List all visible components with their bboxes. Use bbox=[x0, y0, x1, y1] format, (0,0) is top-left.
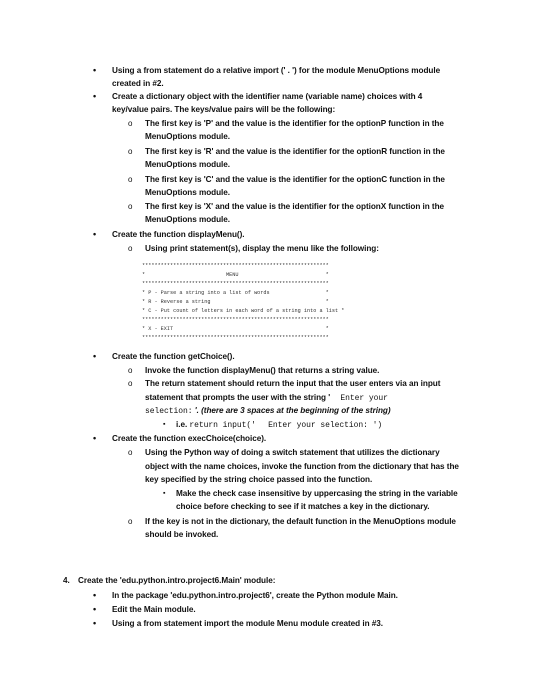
text-line: created in #2. bbox=[112, 79, 164, 88]
text-line bbox=[145, 405, 391, 417]
code-span: return input(' bbox=[189, 421, 256, 430]
bullet-marker: • bbox=[93, 604, 97, 614]
sub-bullet-marker: o bbox=[128, 517, 133, 526]
section-number: 4. bbox=[63, 576, 70, 585]
menu-row-r: * R - Reverse a string * bbox=[142, 299, 329, 305]
text-line: MenuOptions module. bbox=[145, 160, 231, 169]
text-line: MenuOptions module. bbox=[145, 188, 231, 197]
menu-title-row: * MENU * bbox=[142, 272, 329, 278]
menu-row-p: * P - Parse a string into a list of words * bbox=[142, 290, 329, 296]
sub-bullet-marker: o bbox=[128, 147, 133, 156]
bullet-marker: • bbox=[93, 65, 97, 75]
text-line bbox=[145, 392, 388, 404]
menu-example bbox=[142, 263, 454, 339]
text-line: Edit the Main module. bbox=[112, 605, 196, 614]
text-span: '. (there are 3 spaces at the beginning of the string) bbox=[192, 406, 391, 415]
square-bullet-marker: ▪ bbox=[163, 490, 166, 497]
text-line: Make the check case insensitive by uppercasing the string in the variable bbox=[176, 489, 458, 498]
text-line: should be invoked. bbox=[145, 530, 219, 539]
text-line: The first key is 'X' and the value is the identifier for the optionX function in the bbox=[145, 202, 445, 211]
text-line: Create a dictionary object with the identifier name (variable name) choices with 4 bbox=[112, 92, 423, 101]
text-line: object with the name choices, invoke the function from the dictionary that has the bbox=[145, 462, 459, 471]
menu-border: ************************************************************ bbox=[142, 317, 329, 323]
text-line: Using the Python way of doing a switch statement that utilizes the dictionary bbox=[145, 448, 440, 457]
text-line: key/value pairs. The keys/value pairs will be the following: bbox=[112, 105, 336, 114]
sub-bullet-marker: o bbox=[128, 244, 133, 253]
menu-border: ************************************************************ bbox=[142, 263, 329, 269]
section-heading: Create the 'edu.python.intro.project6.Main' module: bbox=[78, 576, 276, 585]
text-line: The first key is 'P' and the value is the identifier for the optionP function in the bbox=[145, 119, 444, 128]
text-line: MenuOptions module. bbox=[145, 132, 231, 141]
text-line: Using a from statement import the module Menu module created in #3. bbox=[112, 619, 383, 628]
bullet-marker: • bbox=[93, 91, 97, 101]
menu-border: ************************************************************ bbox=[142, 335, 329, 341]
text-span: i.e. bbox=[176, 420, 190, 429]
text-line: MenuOptions module. bbox=[145, 215, 231, 224]
text-line: key specified by the string choice passed into the function. bbox=[145, 475, 373, 484]
text-span: statement that prompts the user with the string ' bbox=[145, 393, 331, 402]
bullet-marker: • bbox=[93, 618, 97, 628]
text-line: The first key is 'R' and the value is the identifier for the optionR function in the bbox=[145, 147, 445, 156]
menu-row-x: * X - EXIT * bbox=[142, 326, 329, 332]
sub-bullet-marker: o bbox=[128, 202, 133, 211]
code-span: Enter your selection: ') bbox=[268, 421, 383, 430]
text-line: Using a from statement do a relative import (' . ') for the module MenuOptions module bbox=[112, 66, 441, 75]
text-line: Create the function displayMenu(). bbox=[112, 230, 245, 239]
square-bullet-marker: ▪ bbox=[163, 421, 166, 428]
text-line: The return statement should return the input that the user enters via an input bbox=[145, 379, 441, 388]
bullet-marker: • bbox=[93, 433, 97, 443]
text-line: If the key is not in the dictionary, the default function in the MenuOptions module bbox=[145, 517, 456, 526]
sub-bullet-marker: o bbox=[128, 379, 133, 388]
bullet-marker: • bbox=[93, 590, 97, 600]
text-line: Create the function execChoice(choice). bbox=[112, 434, 267, 443]
text-line: The first key is 'C' and the value is the identifier for the optionC function in the bbox=[145, 175, 445, 184]
sub-bullet-marker: o bbox=[128, 448, 133, 457]
menu-row-c: * C - Put count of letters in each word of a string into a list * bbox=[142, 308, 345, 314]
text-line: In the package 'edu.python.intro.project6', create the Python module Main. bbox=[112, 591, 398, 600]
code-span: Enter your bbox=[340, 394, 388, 403]
menu-border: ************************************************************ bbox=[142, 281, 329, 287]
bullet-marker: • bbox=[93, 229, 97, 239]
code-span: selection: bbox=[145, 407, 193, 416]
text-line bbox=[176, 419, 382, 431]
sub-bullet-marker: o bbox=[128, 175, 133, 184]
sub-bullet-marker: o bbox=[128, 366, 133, 375]
bullet-marker: • bbox=[93, 351, 97, 361]
text-line: Using print statement(s), display the menu like the following: bbox=[145, 244, 379, 253]
text-line: Create the function getChoice(). bbox=[112, 352, 235, 361]
sub-bullet-marker: o bbox=[128, 119, 133, 128]
text-line: Invoke the function displayMenu() that returns a string value. bbox=[145, 366, 380, 375]
text-line: choice before checking to see if it matches a key in the dictionary. bbox=[176, 502, 430, 511]
